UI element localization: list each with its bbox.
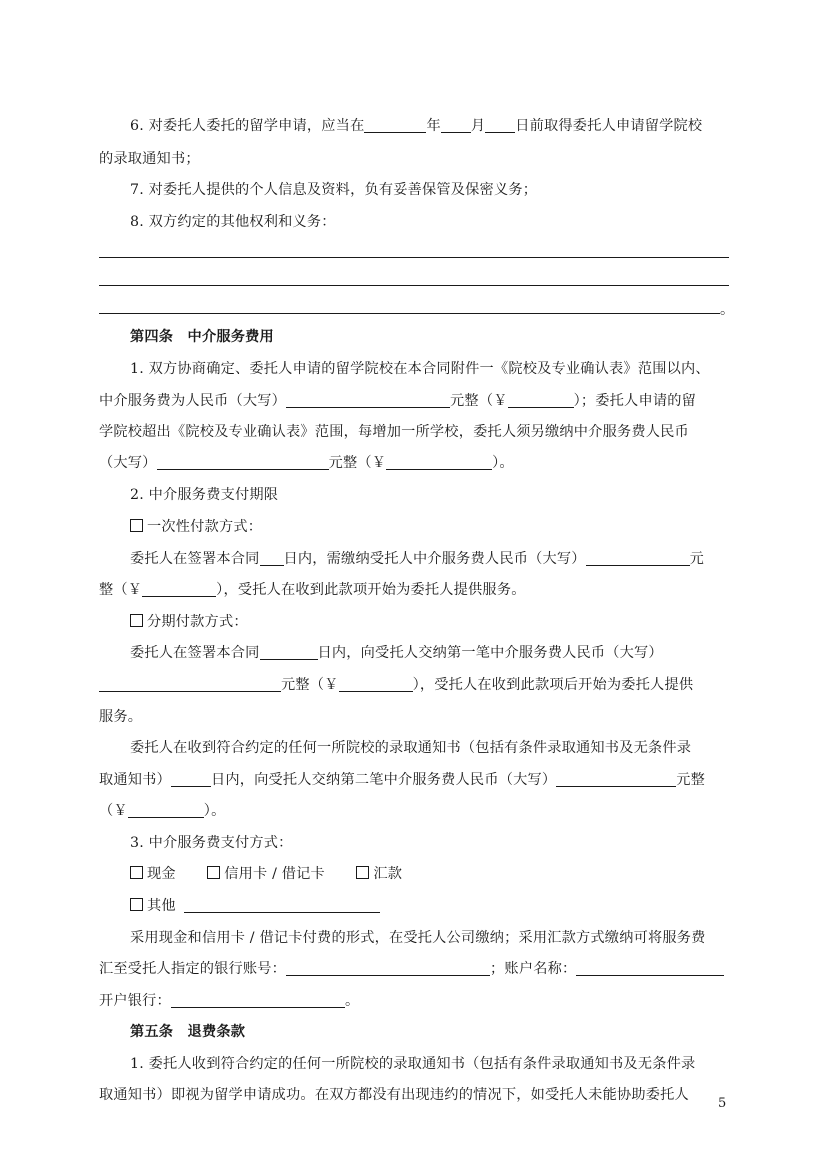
installment-line-2 — [99, 675, 729, 695]
extra-fee-number-blank[interactable] — [386, 454, 492, 470]
checkbox-icon[interactable] — [130, 614, 143, 627]
text: 元整（￥ — [328, 455, 387, 471]
payment-period-heading: 2. 中介服务费支付期限 — [130, 487, 279, 503]
checkbox-icon[interactable] — [130, 519, 143, 532]
text: ）。 — [492, 455, 514, 471]
text: 元 — [689, 551, 705, 567]
payment-method-options — [130, 864, 760, 884]
second-installment-line-2 — [99, 770, 729, 790]
article-5-heading: 第五条 退费条款 — [130, 1024, 246, 1040]
text: ），受托人在收到此款项后开始为委托人提供 — [412, 677, 694, 693]
amount-number-blank[interactable] — [142, 581, 216, 597]
article-4-heading: 第四条 中介服务费用 — [130, 329, 274, 345]
extra-fee-line — [99, 453, 729, 473]
installment-line — [130, 643, 728, 663]
bank-account-blank[interactable] — [286, 960, 490, 976]
text: 年 — [426, 118, 441, 134]
days-blank[interactable] — [260, 550, 284, 566]
option-card[interactable] — [207, 866, 325, 882]
text: 一次性付款方式： — [147, 519, 263, 535]
article-4-para-1-line-3: 学院校超出《院校及专业确认表》范围，每增加一所学校，委托人须另缴纳中介服务费人民币 — [99, 424, 689, 440]
text: 其他 — [147, 898, 176, 914]
clause-6-line — [130, 116, 760, 136]
option-transfer[interactable] — [356, 866, 402, 882]
text: （大写） — [99, 455, 157, 471]
text: ）；委托人申请的留 — [573, 393, 696, 409]
second-installment-line-3 — [99, 801, 729, 821]
text: 日内，向受托人交纳第二笔中介服务费人民币（大写） — [210, 772, 557, 788]
installment-line-3: 服务。 — [99, 709, 143, 725]
day-blank[interactable] — [485, 117, 515, 133]
period: 。 — [720, 302, 735, 318]
extra-fee-uppercase-blank[interactable] — [157, 454, 329, 470]
fee-uppercase-blank[interactable] — [286, 392, 450, 408]
fee-number-blank[interactable] — [508, 392, 574, 408]
text: ），受托人在收到此款项开始为委托人提供服务。 — [216, 582, 526, 598]
text: 元整（￥ — [450, 393, 508, 409]
bank-name-blank[interactable] — [171, 992, 345, 1008]
text: 分期付款方式： — [147, 614, 248, 630]
lump-sum-line — [130, 549, 728, 569]
text: 元整 — [676, 772, 706, 788]
amount-number-blank[interactable] — [128, 802, 204, 818]
page-number: 5 — [718, 1096, 727, 1111]
text: ；账户名称： — [490, 961, 577, 977]
clause-6-line-2: 的录取通知书； — [99, 151, 200, 167]
text: 开户银行： — [99, 993, 171, 1009]
checkbox-icon[interactable] — [356, 866, 369, 879]
text: 元整（￥ — [281, 677, 339, 693]
payment-method-heading: 3. 中介服务费支付方式： — [130, 835, 293, 851]
clause-7-line: 7. 对委托人提供的个人信息及资料，负有妥善保管及保密义务； — [130, 182, 538, 198]
checkbox-icon[interactable] — [130, 866, 143, 879]
amount-uppercase-blank[interactable] — [586, 550, 690, 566]
bank-account-line — [99, 959, 729, 979]
text: 日内，需缴纳受托人中介服务费人民币（大写） — [283, 551, 586, 567]
clause-8-line: 8. 双方约定的其他权利和义务： — [130, 214, 336, 230]
fee-amount-line — [99, 391, 729, 411]
blank-line-1[interactable] — [99, 257, 729, 258]
days-blank[interactable] — [171, 771, 211, 787]
text: 信用卡 / 借记卡 — [224, 866, 325, 882]
payment-note-line: 采用现金和信用卡 / 借记卡付费的形式，在受托人公司缴纳；采用汇款方式缴纳可将服务费 — [130, 930, 706, 946]
text: 日前取得委托人申请留学院校 — [515, 118, 703, 134]
text: 汇至受托人指定的银行账号： — [99, 961, 287, 977]
installment-option[interactable] — [130, 612, 760, 632]
account-name-blank[interactable] — [576, 960, 724, 976]
bank-name-line — [99, 991, 729, 1011]
checkbox-icon[interactable] — [130, 898, 143, 911]
option-other[interactable] — [130, 896, 760, 916]
text: 委托人在签署本合同 — [130, 551, 260, 567]
text: （￥ — [99, 803, 128, 819]
blank-line-2[interactable] — [99, 285, 729, 286]
text: 中介服务费为人民币（大写） — [99, 393, 287, 409]
month-blank[interactable] — [441, 117, 471, 133]
lump-sum-line-2 — [99, 580, 729, 600]
amount-uppercase-blank[interactable] — [99, 676, 281, 692]
text: 。 — [344, 993, 360, 1009]
blank-line-3[interactable] — [99, 313, 720, 314]
text: 现金 — [147, 866, 176, 882]
other-method-blank[interactable] — [184, 897, 380, 913]
text: 6. 对委托人委托的留学申请，应当在 — [130, 118, 365, 134]
text: 汇款 — [373, 866, 403, 882]
text: 整（￥ — [99, 582, 143, 598]
lump-sum-option[interactable] — [130, 517, 760, 537]
text: 日内，向受托人交纳第一笔中介服务费人民币（大写） — [317, 645, 663, 661]
amount-uppercase-blank[interactable] — [556, 771, 676, 787]
days-blank[interactable] — [260, 644, 318, 660]
amount-number-blank[interactable] — [339, 676, 413, 692]
checkbox-icon[interactable] — [207, 866, 220, 879]
text: ）。 — [203, 803, 226, 819]
second-installment-line: 委托人在收到符合约定的任何一所院校的录取通知书（包括有条件录取通知书及无条件录 — [130, 740, 692, 756]
text: 取通知书） — [99, 772, 171, 788]
year-blank[interactable] — [364, 117, 426, 133]
article-5-para-1: 1. 委托人收到符合约定的任何一所院校的录取通知书（包括有条件录取通知书及无条件录 — [130, 1056, 696, 1072]
option-cash[interactable] — [130, 866, 176, 882]
text: 月 — [470, 118, 486, 134]
article-4-para-1: 1. 双方协商确定、委托人申请的留学院校在本合同附件一《院校及专业确认表》范围以内、 — [130, 361, 710, 377]
article-5-para-1-line-2: 取通知书）即视为留学申请成功。在双方都没有出现违约的情况下，如受托人未能协助委托人 — [99, 1087, 689, 1103]
text: 委托人在签署本合同 — [130, 645, 260, 661]
